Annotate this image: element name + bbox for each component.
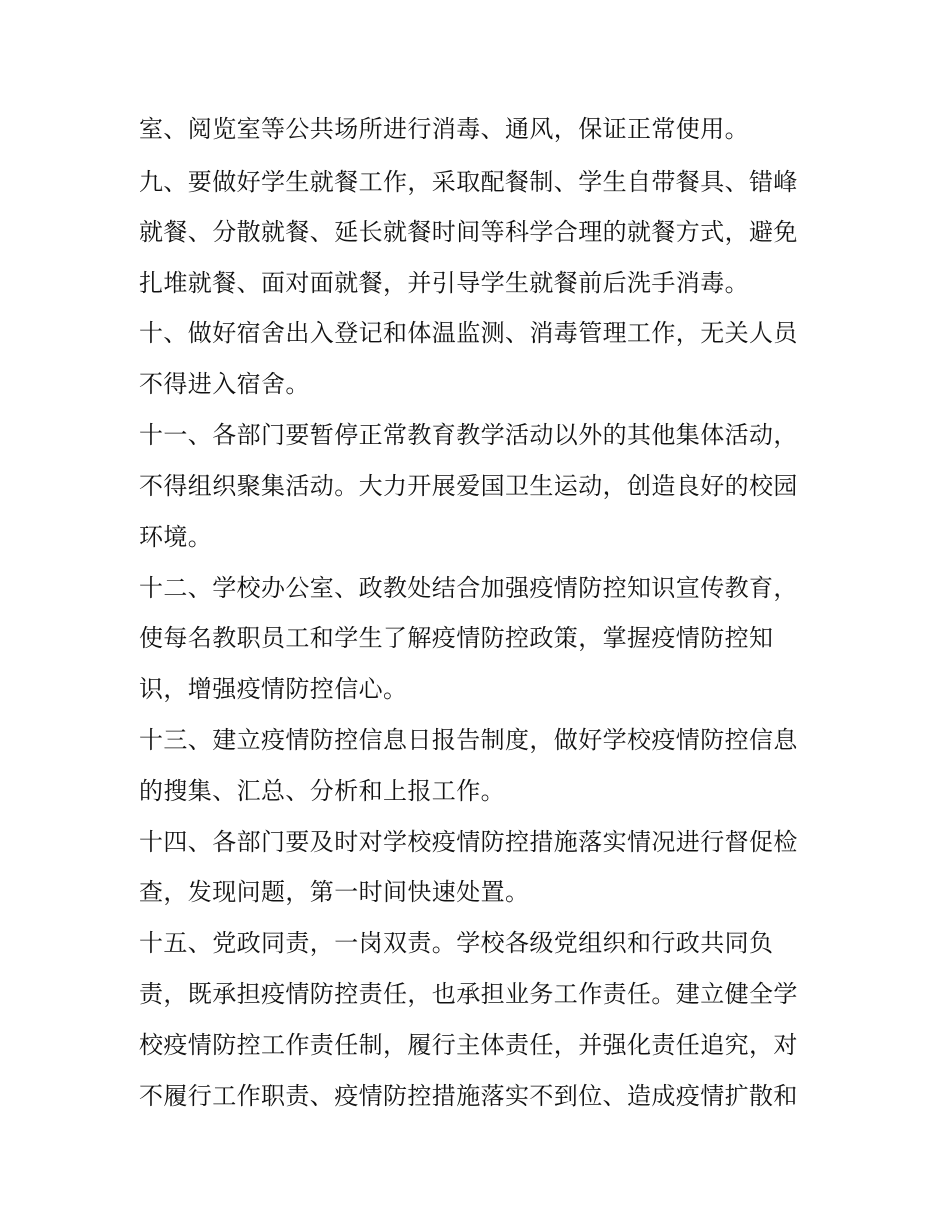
text-line: 室、阅览室等公共场所进行消毒、通风，保证正常使用。 [139,115,749,143]
text-line: 不履行工作职责、疫情防控措施落实不到位、造成疫情扩散和 [139,1082,798,1110]
text-line: 扎堆就餐、面对面就餐，并引导学生就餐前后洗手消毒。 [139,269,749,297]
text-line: 识，增强疫情防控信心。 [139,675,408,703]
text-line: 十、做好宿舍出入登记和体温监测、消毒管理工作，无关人员 [139,319,798,347]
text-line: 环境。 [139,523,213,551]
text-line: 就餐、分散就餐、延长就餐时间等科学合理的就餐方式，避免 [139,218,798,246]
text-line: 不得组织聚集活动。大力开展爱国卫生运动，创造良好的校园 [139,472,798,500]
text-line: 九、要做好学生就餐工作，采取配餐制、学生自带餐具、错峰 [139,168,798,196]
text-line: 十五、党政同责，一岗双责。学校各级党组织和行政共同负 [139,929,774,957]
text-line: 十一、各部门要暂停正常教育教学活动以外的其他集体活动， [139,421,798,449]
text-line: 查，发现问题，第一时间快速处置。 [139,878,530,906]
text-line: 的搜集、汇总、分析和上报工作。 [139,777,505,805]
text-line: 不得进入宿舍。 [139,370,310,398]
text-line: 十二、学校办公室、政教处结合加强疫情防控知识宣传教育， [139,574,798,602]
text-line: 十四、各部门要及时对学校疫情防控措施落实情况进行督促检 [139,828,798,856]
text-line: 责，既承担疫情防控责任，也承担业务工作责任。建立健全学 [139,980,798,1008]
text-line: 使每名教职员工和学生了解疫情防控政策，掌握疫情防控知 [139,624,774,652]
text-line: 十三、建立疫情防控信息日报告制度，做好学校疫情防控信息 [139,726,798,754]
text-line: 校疫情防控工作责任制，履行主体责任，并强化责任追究，对 [139,1031,798,1059]
